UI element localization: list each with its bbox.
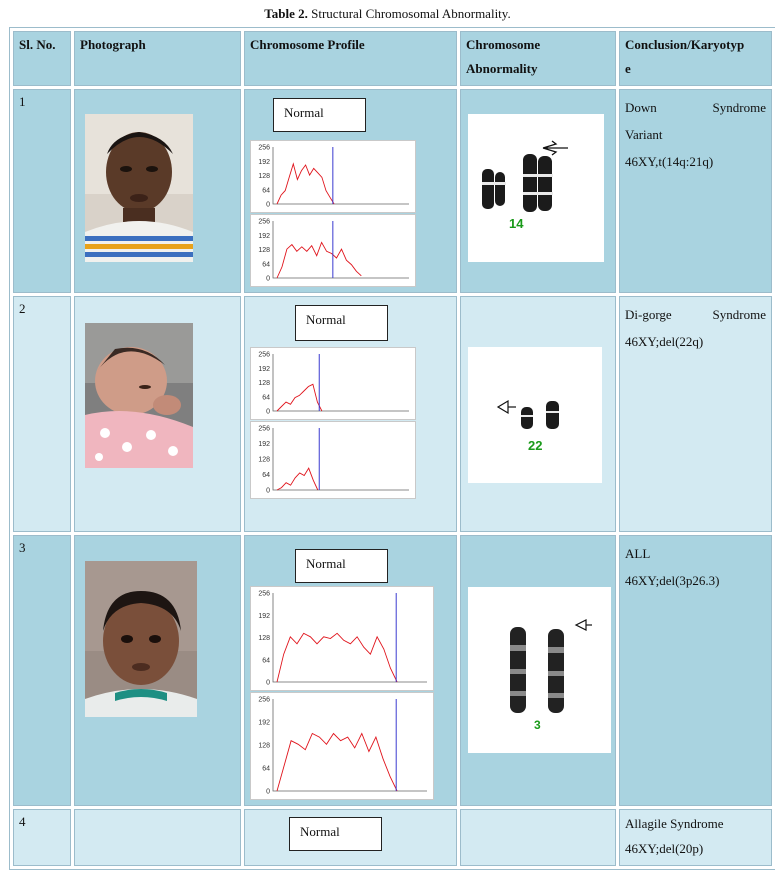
plot-tick-label: 192 (258, 232, 270, 240)
plot-tick-label: 192 (258, 158, 270, 166)
header-conclusion-line1: Conclusion/Karyotyp (625, 37, 745, 52)
header-sl-no: Sl. No. (13, 31, 71, 86)
header-abnormality-line1: Chromosome (466, 37, 541, 52)
conclusion-syndrome-word1: Down (625, 100, 657, 115)
conclusion-syndrome-word2: Syndrome (712, 100, 766, 115)
profile-trace (277, 734, 397, 792)
plot-tick-label: 256 (258, 696, 270, 704)
chromosome-profile-plot-a (250, 586, 434, 691)
plot-tick-label: 128 (258, 380, 270, 387)
header-abnormality-line2: Abnormality (466, 61, 538, 76)
row-number: 4 (13, 809, 71, 866)
plot-tick-label: 64 (262, 187, 270, 195)
normal-label-box: Normal (289, 817, 382, 851)
profile-trace (277, 242, 361, 278)
photo-cell (74, 296, 241, 532)
header-conclusion-line2: e (625, 61, 631, 76)
chromosome-profile-plot-b (250, 692, 434, 800)
profile-trace (277, 384, 322, 411)
plot-tick-label: 256 (258, 351, 270, 359)
row-number: 3 (13, 535, 71, 806)
conclusion-cell (619, 296, 772, 532)
plot-tick-label: 256 (258, 590, 270, 598)
header-profile: Chromosome Profile (244, 31, 457, 86)
profile-cell (244, 535, 457, 806)
profile-trace (277, 164, 334, 204)
plot-axis (273, 699, 427, 791)
karyotype-image-cell (460, 89, 616, 293)
normal-label-box: Normal (295, 549, 388, 583)
plot-tick-label: 128 (258, 635, 270, 642)
plot-tick-label: 192 (258, 719, 270, 727)
plot-tick-label: 192 (258, 441, 270, 448)
table-row (13, 89, 772, 293)
header-photograph: Photograph (74, 31, 241, 86)
karyotype-text: 46XY;del(3p26.3) (625, 573, 720, 588)
plot-tick-label: 64 (262, 765, 270, 773)
plot-tick-label: 64 (262, 657, 270, 665)
plot-tick-label: 256 (258, 218, 270, 226)
conclusion-syndrome-word1: ALL (625, 546, 651, 561)
karyotype-image-cell (460, 809, 616, 866)
plot-tick-label: 192 (258, 365, 270, 373)
patient-photo (85, 323, 193, 468)
karyotype-text: 46XY;del(20p) (625, 841, 704, 856)
plot-axis (273, 593, 427, 682)
normal-label-box: Normal (295, 305, 388, 341)
chromosome-profile-plot-a (250, 140, 416, 213)
conclusion-cell (619, 89, 772, 293)
normal-label-box: Normal (273, 98, 366, 132)
abnormality-table (9, 27, 775, 870)
plot-tick-label: 0 (266, 408, 270, 416)
conclusion-syndrome-word2: Syndrome (712, 307, 766, 322)
conclusion-syndrome-word1: Di-gorge (625, 307, 672, 322)
patient-photo (85, 561, 197, 717)
plot-tick-label: 128 (258, 742, 270, 750)
header-row (13, 31, 772, 86)
plot-tick-label: 256 (258, 144, 270, 152)
plot-tick-label: 0 (266, 487, 270, 495)
chromosome-profile-plot-b (250, 421, 416, 499)
karyotype-text: 46XY;del(22q) (625, 334, 704, 349)
table-caption (0, 6, 775, 22)
chromosome-image (468, 114, 604, 262)
plot-tick-label: 64 (262, 472, 270, 479)
chromosome-number-label: 3 (534, 718, 541, 732)
plot-tick-label: 64 (262, 261, 270, 269)
header-conclusion (619, 31, 772, 86)
chromosome-profile-plot-b (250, 214, 416, 287)
chromosome-image (468, 347, 602, 483)
row-number: 1 (13, 89, 71, 293)
plot-tick-label: 192 (258, 612, 270, 620)
plot-axis (273, 354, 409, 411)
patient-photo (85, 114, 193, 262)
plot-tick-label: 128 (258, 247, 270, 254)
plot-tick-label: 0 (266, 788, 270, 796)
profile-cell (244, 89, 457, 293)
plot-tick-label: 0 (266, 275, 270, 283)
plot-tick-label: 128 (258, 456, 270, 464)
karyotype-image-cell (460, 296, 616, 532)
conclusion-syndrome-word3: Variant (625, 127, 663, 142)
row-number: 2 (13, 296, 71, 532)
profile-cell (244, 809, 457, 866)
plot-tick-label: 0 (266, 679, 270, 687)
header-abnormality (460, 31, 616, 86)
photo-cell (74, 535, 241, 806)
profile-trace (277, 633, 397, 682)
chromosome-number-label: 22 (528, 438, 543, 453)
caption-text: Structural Chromosomal Abnormality. (311, 6, 511, 21)
conclusion-cell (619, 535, 772, 806)
plot-tick-label: 64 (262, 394, 270, 402)
caption-label: Table 2. (264, 6, 308, 21)
table-row (13, 535, 772, 806)
profile-trace (277, 468, 318, 490)
plot-tick-label: 0 (266, 201, 270, 209)
conclusion-cell (619, 809, 772, 866)
chromosome-number-label: 14 (509, 216, 524, 231)
table-row (13, 809, 772, 866)
chromosome-profile-plot-a (250, 347, 416, 420)
table-row (13, 296, 772, 532)
photo-cell (74, 809, 241, 866)
photo-cell (74, 89, 241, 293)
plot-axis (273, 147, 409, 204)
karyotype-text: 46XY,t(14q:21q) (625, 154, 714, 169)
chromosome-image (468, 587, 611, 753)
karyotype-image-cell (460, 535, 616, 806)
profile-cell (244, 296, 457, 532)
plot-tick-label: 128 (258, 173, 270, 180)
plot-tick-label: 256 (258, 425, 270, 433)
conclusion-syndrome-word1: Allagile Syndrome (625, 816, 724, 831)
